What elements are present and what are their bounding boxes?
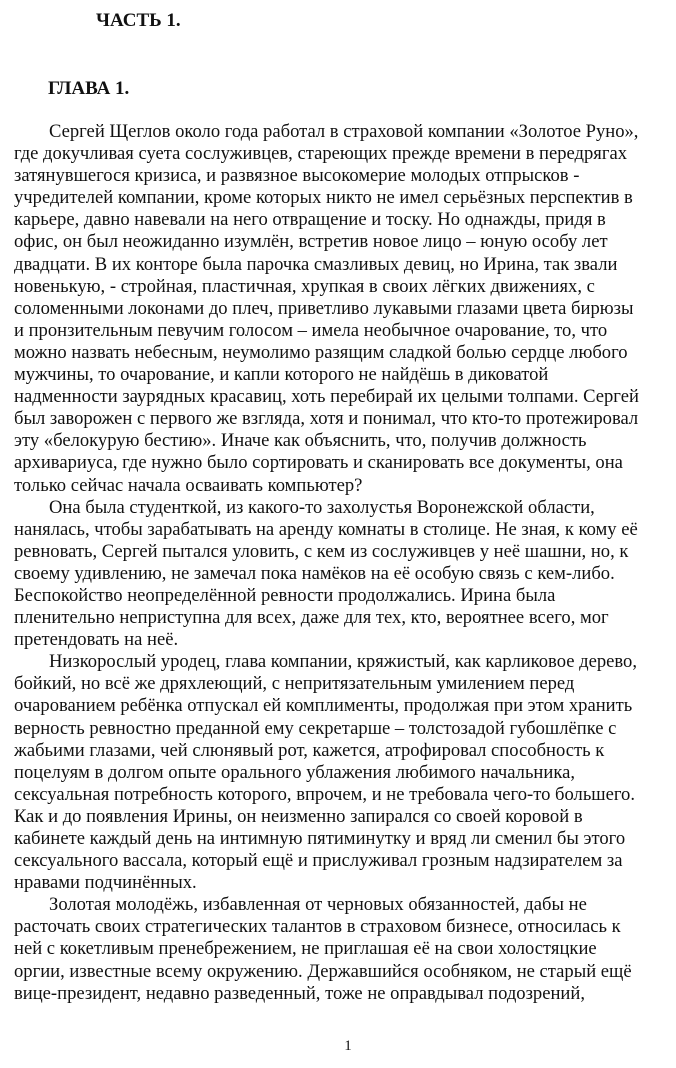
- text-line: Она была студенткой, из какого-то захолустья Воронежской области,: [49, 496, 595, 518]
- text-line: бойкий, но всё же дряхлеющий, с непритязательным умилением перед: [14, 673, 575, 695]
- text-line: мужчины, то очарование, и капли которого не найдёшь в диковатой: [14, 364, 549, 386]
- text-line: нравами подчинённых.: [14, 872, 197, 894]
- text-line: Как и до появления Ирины, он неизменно запирался со своей коровой в: [14, 805, 583, 827]
- page-number: 1: [344, 1038, 352, 1054]
- text-line: поцелуям в долгом опыте орального ублажения любимого начальника,: [14, 761, 575, 783]
- text-line: претендовать на неё.: [14, 629, 179, 651]
- part-title: ЧАСТЬ 1.: [96, 10, 181, 31]
- text-line: кабинете каждый день на интимную пятиминутку и вряд ли сменил бы этого: [14, 828, 626, 849]
- chapter-body-text: [14, 121, 668, 1005]
- text-line: затянувшегося кризиса, и развязное высокомерие молодых отпрысков -: [14, 165, 580, 187]
- text-line: двадцати. В их конторе была парочка смазливых девиц, но Ирина, так звали: [14, 253, 618, 275]
- text-line: расточать своих стратегических талантов в страховом бизнесе, относилась к: [14, 916, 621, 938]
- text-line: карьере, давно навевали на него отвращение и тоску. Но однажды, придя в: [14, 209, 606, 231]
- text-line: своему удивлению, не замечал пока намёков на её особую связь с кем-либо.: [14, 562, 615, 584]
- text-line: очарованием ребёнка отпускал ей комплименты, продолжая при этом хранить: [14, 695, 633, 717]
- text-line: соломенными локонами до плеч, приветливо лукавыми глазами цвета бирюзы: [14, 297, 634, 319]
- text-line: вице-президент, недавно разведенный, тоже не оправдывал подозрений,: [14, 982, 585, 1004]
- text-line: ней с кокетливым пренебрежением, не приглашая её на свои холостяцкие: [14, 938, 597, 960]
- text-line: только сейчас начала осваивать компьютер?: [14, 474, 363, 496]
- chapter-title: ГЛАВА 1.: [48, 78, 130, 99]
- text-line: эту «белокурую бестию». Иначе как объяснить, что, получив должность: [14, 430, 587, 452]
- text-line: новенькую, - стройная, пластичная, хрупкая в своих лёгких движениях, с: [14, 275, 595, 297]
- text-line: офис, он был неожиданно изумлён, встретив новое лицо – юную особу лет: [14, 231, 608, 253]
- text-line: нанялась, чтобы зарабатывать на аренду комнаты в столице. Не зная, к кому её: [14, 518, 638, 540]
- text-line: Низкорослый уродец, глава компании, кряжистый, как карликовое дерево,: [49, 651, 637, 673]
- text-line: пленительно неприступна для всех, даже для тех, кто, вероятнее всего, мог: [14, 607, 609, 629]
- text-line: Золотая молодёжь, избавленная от черновых обязанностей, дабы не: [49, 894, 587, 916]
- text-line: и пронзительным певучим голосом – имела необычное очарование, то, что: [14, 319, 608, 341]
- text-line: учредителей компании, кроме которых никто не имел серьёзных перспектив в: [14, 187, 633, 209]
- text-line: жабьими глазами, чей слюнявый рот, кажется, атрофировал способность к: [14, 739, 605, 761]
- text-line: верность ревностно преданной ему секретарше – толстозадой губошлёпке с: [14, 717, 617, 739]
- text-line: Беспокойство неопределённой ревности продолжались. Ирина была: [14, 584, 556, 606]
- text-line: Сергей Щеглов около года работал в страховой компании «Золотое Руно»,: [49, 121, 639, 142]
- text-line: архивариуса, где нужно было сортировать и сканировать все документы, она: [14, 452, 623, 474]
- text-line: сексуального вассала, который ещё и прислуживал грозным надзирателем за: [14, 850, 623, 872]
- text-line: был заворожен с первого же взгляда, хотя и понимал, что кто-то протежировал: [14, 408, 639, 430]
- text-line: где докучливая суета сослуживцев, стареющих прежде времени в передрягах: [14, 143, 628, 165]
- text-line: можно назвать небесным, неумолимо разящим сладкой болью сердце любого: [14, 341, 628, 363]
- text-line: оргии, известные всему окружению. Державшийся особняком, не старый ещё: [14, 960, 632, 982]
- text-line: сексуальная потребность которого, впрочем, и не требовала чего-то большего.: [14, 783, 635, 805]
- text-line: надменности заурядных красавиц, хоть перебирай их целыми толпами. Сергей: [14, 386, 639, 408]
- text-line: ревновать, Сергей пытался уловить, с кем из сослуживцев у неё шашни, но, к: [14, 540, 629, 562]
